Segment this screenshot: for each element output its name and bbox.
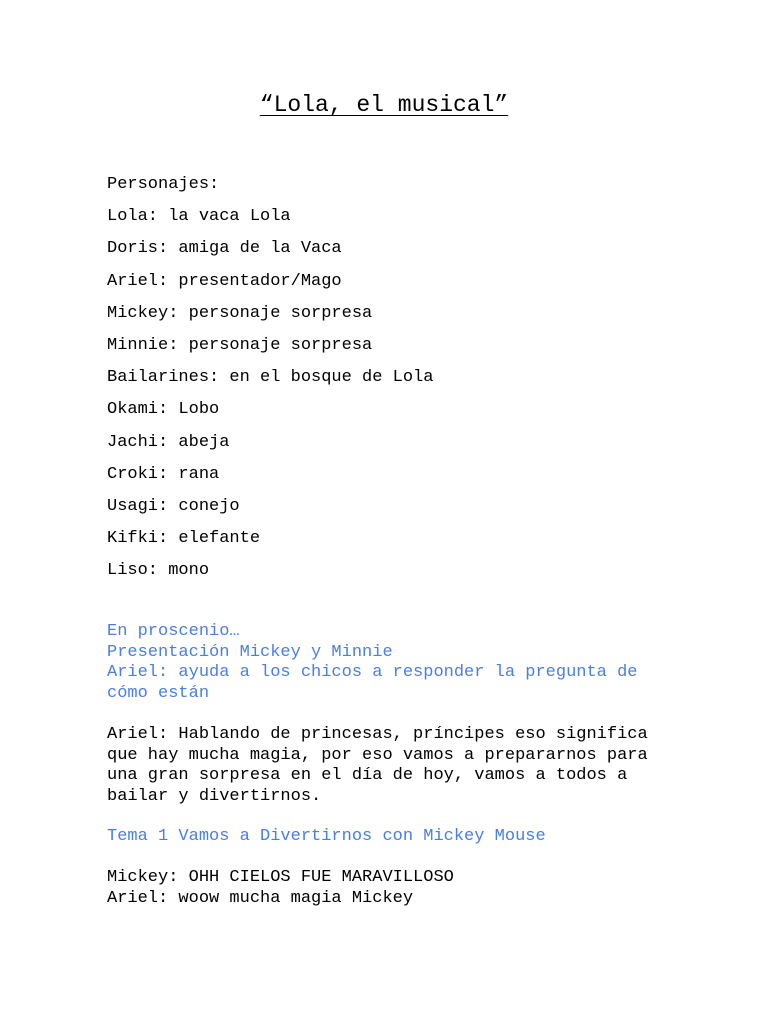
stage-direction-presentacion: Presentación Mickey y Minnie: [107, 642, 393, 662]
cast-item-minnie: Minnie: personaje sorpresa: [107, 335, 373, 355]
cast-item-kifki: Kifki: elefante: [107, 529, 261, 549]
dialogue-line-mickey: Mickey: OHH CIELOS FUE MARAVILLOSO: [107, 868, 454, 887]
ariel-speech-block: [107, 725, 667, 807]
page-title: [0, 90, 768, 120]
cast-item-jachi: Jachi: abeja: [107, 432, 230, 452]
ariel-speech: Ariel: Hablando de princesas, príncipes eso significa que hay mucha magia, por eso vamos a prepararnos para una gran sorpresa en el día de hoy, vamos a todos a bailar y divertirnos.: [107, 725, 648, 806]
cast-item-liso: Liso: mono: [107, 561, 210, 581]
cast-item-doris: Doris: amiga de la Vaca: [107, 239, 342, 259]
cast-item-bailarines: Bailarines: en el bosque de Lola: [107, 368, 434, 388]
dialogue-block: [107, 868, 667, 909]
cast-list: [107, 171, 433, 589]
cast-item-usagi: Usagi: conejo: [107, 496, 240, 516]
cast-heading: Personajes:: [107, 175, 220, 194]
stage-direction-proscenio: En proscenio…: [107, 622, 240, 641]
cast-item-croki: Croki: rana: [107, 464, 220, 484]
cast-item-okami: Okami: Lobo: [107, 400, 220, 420]
stage-direction-ariel: Ariel: ayuda a los chicos a responder la pregunta de cómo están: [107, 663, 638, 703]
song-block: [107, 827, 667, 848]
page-title-text: “Lola, el musical”: [259, 92, 509, 118]
song-title: Tema 1 Vamos a Divertirnos con Mickey Mouse: [107, 827, 546, 846]
dialogue-line-ariel: Ariel: woow mucha magia Mickey: [107, 888, 414, 908]
stage-directions: [107, 622, 667, 704]
cast-item-mickey: Mickey: personaje sorpresa: [107, 303, 373, 323]
cast-item-ariel: Ariel: presentador/Mago: [107, 271, 342, 291]
cast-item-lola: Lola: la vaca Lola: [107, 207, 291, 227]
